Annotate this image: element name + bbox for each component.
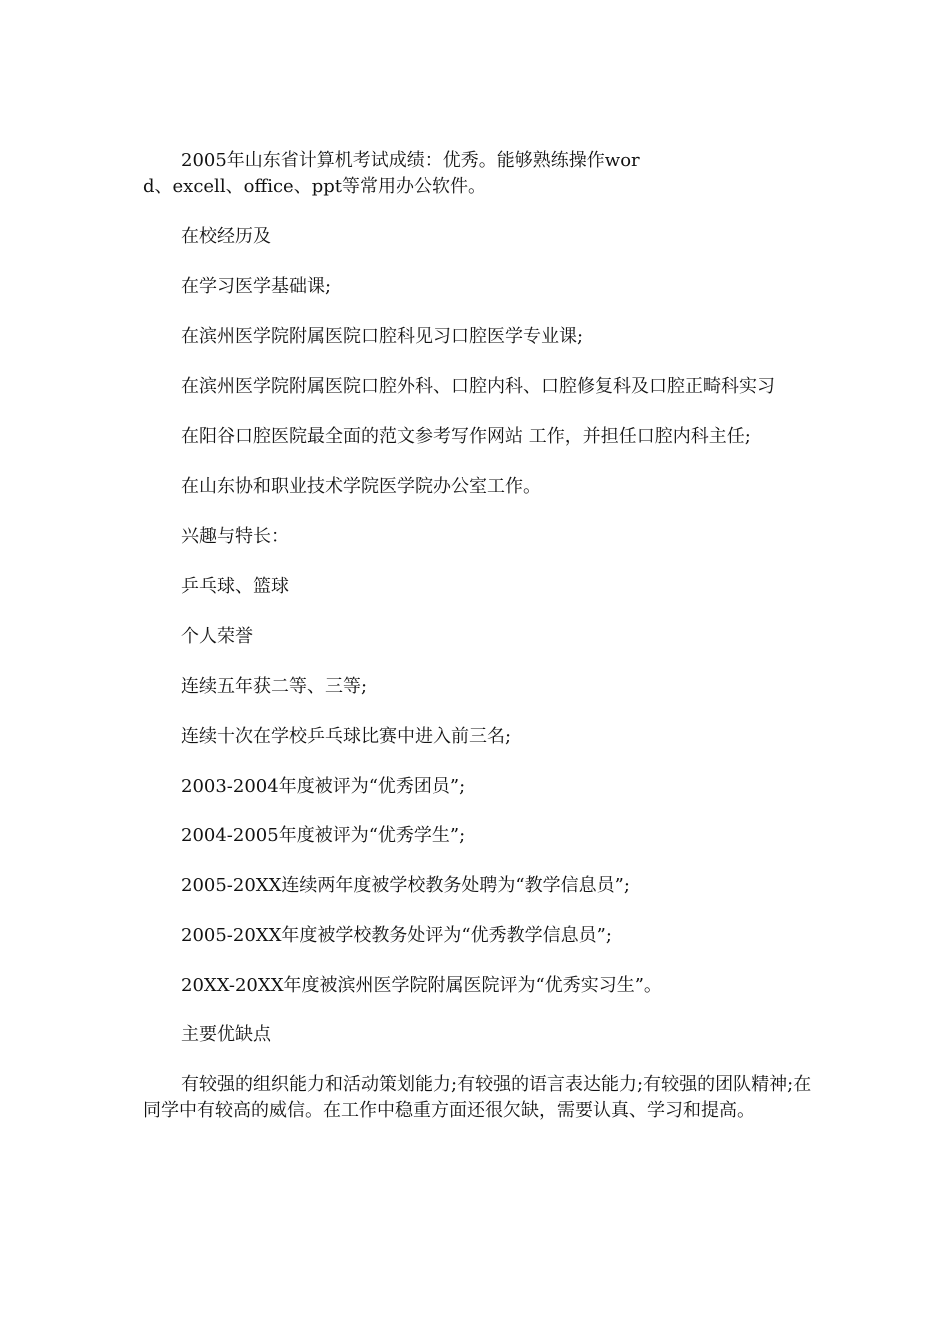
paragraph-honor-intern: 20XX-20XX年度被滨州医学院附属医院评为“优秀实习生”。	[181, 975, 662, 996]
paragraph-interests: 乒乓球、篮球	[181, 576, 289, 597]
paragraph-dental-internship: 在滨州医学院附属医院口腔外科、口腔内科、口腔修复科及口腔正畸科实习	[181, 376, 775, 397]
paragraph-strengths-heading: 主要优缺点	[181, 1024, 271, 1045]
paragraph-interests-heading: 兴趣与特长：	[181, 526, 289, 547]
paragraph-school-experience-heading: 在校经历及	[181, 226, 271, 247]
paragraph-honor-excellent-info-officer: 2005-20XX年度被学校教务处评为“优秀教学信息员”;	[181, 925, 612, 946]
paragraph-office-work: 在山东协和职业技术学院医学院办公室工作。	[181, 476, 541, 497]
paragraph-yanggu-work: 在阳谷口腔医院最全面的范文参考写作网站 工作，并担任口腔内科主任;	[181, 426, 751, 447]
paragraph-dental-observation: 在滨州医学院附属医院口腔科见习口腔医学专业课;	[181, 326, 584, 347]
paragraph-basic-courses: 在学习医学基础课;	[181, 276, 332, 297]
paragraph-honor-info-officer: 2005-20XX连续两年度被学校教务处聘为“教学信息员”;	[181, 875, 630, 896]
paragraph-honor-league-member: 2003-2004年度被评为“优秀团员”;	[181, 776, 466, 797]
paragraph-honor-scholarship: 连续五年获二等、三等;	[181, 676, 368, 697]
paragraph-honors-heading: 个人荣誉	[181, 626, 253, 647]
paragraph-honor-student: 2004-2005年度被评为“优秀学生”;	[181, 825, 466, 846]
paragraph-strengths-weaknesses: 有较强的组织能力和活动策划能力;有较强的语言表达能力;有较强的团队精神;在同学中有较高的威信。在工作中稳重方面还很欠缺，需要认真、学习和提高。	[143, 1074, 812, 1121]
paragraph-computer-skills: 2005年山东省计算机考试成绩：优秀。能够熟练操作word、excell、office、ppt等常用办公软件。	[143, 150, 640, 197]
paragraph-honor-pingpong: 连续十次在学校乒乓球比赛中进入前三名;	[181, 726, 512, 747]
